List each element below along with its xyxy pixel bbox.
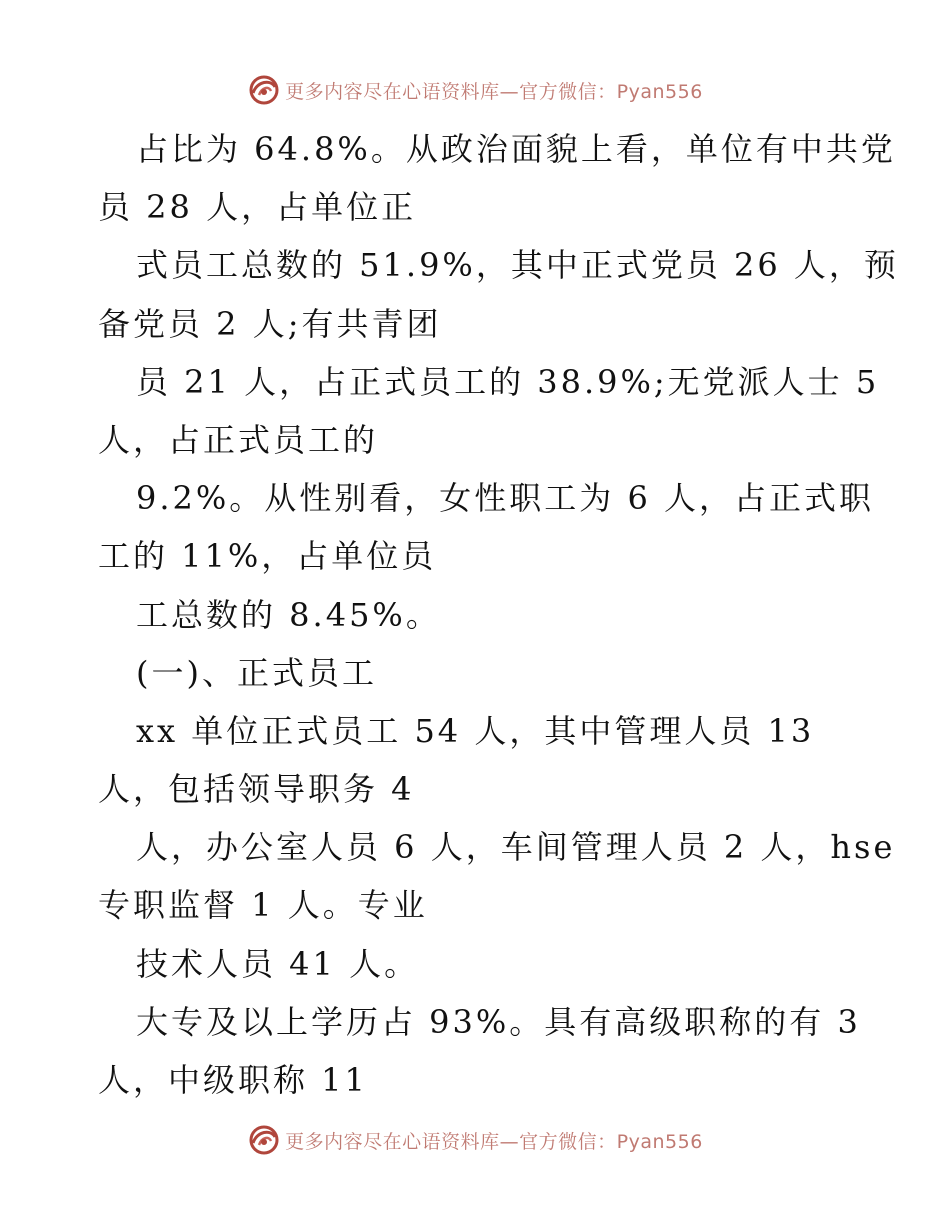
- footer-watermark: [0, 1120, 950, 1160]
- text-line: 员 28 人，占单位正: [98, 188, 417, 227]
- text-line: 备党员 2 人;有共青团: [98, 304, 442, 343]
- document-body: [98, 120, 899, 1109]
- text-line: 人，占正式员工的: [98, 420, 379, 459]
- red-swirl-logo-icon: [247, 1123, 281, 1157]
- text-line: 工总数的 8.45%。: [136, 595, 441, 634]
- watermark-text: 更多内容尽在心语资料库—官方微信：Pyan556: [285, 1130, 703, 1153]
- text-line: 工的 11%，占单位员: [98, 537, 437, 576]
- watermark-text: 更多内容尽在心语资料库—官方微信：Pyan556: [285, 80, 703, 103]
- text-line: 大专及以上学历占 93%。具有高级职称的有 3: [136, 1002, 861, 1041]
- header-watermark: [0, 70, 950, 110]
- text-line: 式员工总数的 51.9%，其中正式党员 26 人，预: [136, 246, 899, 285]
- text-line: 专职监督 1 人。专业: [98, 886, 428, 925]
- text-line: 人，办公室人员 6 人，车间管理人员 2 人，hse: [136, 828, 896, 867]
- text-line: 9.2%。从性别看，女性职工为 6 人，占正式职: [136, 479, 875, 518]
- text-line: 占比为 64.8%。从政治面貌上看，单位有中共党: [136, 130, 896, 168]
- text-line: 技术人员 41 人。: [136, 944, 420, 983]
- red-swirl-logo-icon: [247, 73, 281, 107]
- text-line: 人，中级职称 11: [98, 1061, 368, 1099]
- text-line: xx 单位正式员工 54 人，其中管理人员 13: [136, 711, 815, 750]
- text-line: (一)、正式员工: [136, 653, 377, 692]
- text-line: 员 21 人，占正式员工的 38.9%;无党派人士 5: [136, 362, 880, 401]
- text-line: 人，包括领导职务 4: [98, 770, 415, 809]
